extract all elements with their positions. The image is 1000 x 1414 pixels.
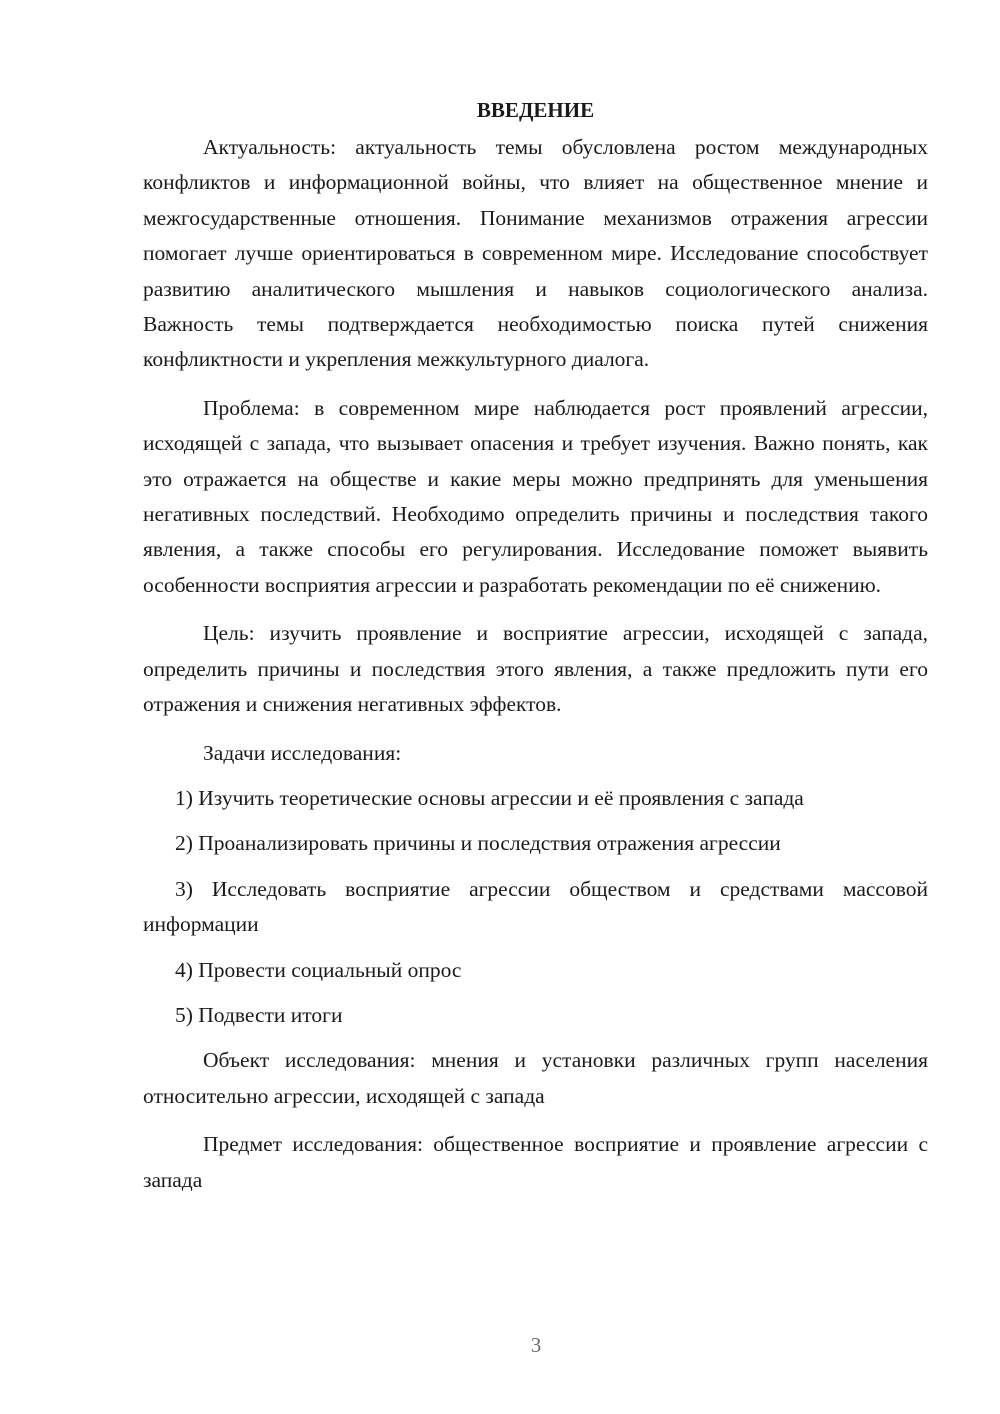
- subject-paragraph: Предмет исследования: общественное восприятие и проявление агрессии с запада: [143, 1132, 928, 1192]
- tasks-list: [143, 781, 928, 1033]
- relevance-paragraph: Актуальность: актуальность темы обусловлена ростом международных конфликтов и информационной войны, что влияет на общественное мнение и межгосударственные отношения. Понимание механизмов отражения агрессии помогает лучше ориентироваться в современном мире. Исследование способствует развитию аналитического мышления и навыков социологического анализа. Важность темы подтверждается необходимостью поиска путей снижения конфликтности и укрепления межкультурного диалога.: [143, 135, 928, 372]
- list-item: 2) Проанализировать причины и последствия отражения агрессии: [175, 831, 781, 856]
- list-item: 5) Подвести итоги: [175, 1002, 343, 1027]
- page-title: ВВЕДЕНИЕ: [476, 98, 595, 122]
- goal-paragraph: Цель: изучить проявление и восприятие агрессии, исходящей с запада, определить причины и последствия этого явления, а также предложить пути его отражения и снижения негативных эффектов.: [143, 621, 928, 717]
- object-paragraph: Объект исследования: мнения и установки различных групп населения относительно агрессии, исходящей с запада: [143, 1048, 928, 1108]
- page-content: [143, 95, 928, 1211]
- tasks-label: Задачи исследования:: [203, 740, 402, 765]
- list-item: 1) Изучить теоретические основы агрессии и её проявления с запада: [175, 785, 804, 810]
- list-item: 4) Провести социальный опрос: [175, 957, 462, 982]
- list-item: 3) Исследовать восприятие агрессии обществом и средствами массовой информации: [143, 876, 928, 937]
- page-number: 3: [530, 1333, 542, 1357]
- problem-paragraph: Проблема: в современном мире наблюдается рост проявлений агрессии, исходящей с запада, что вызывает опасения и требует изучения. Важно понять, как это отражается на обществе и какие меры можно предпринять для уменьшения негативных последствий. Необходимо определить причины и последствия такого явления, а также способы его регулирования. Исследование поможет выявить особенности восприятия агрессии и разработать рекомендации по её снижению.: [143, 395, 928, 597]
